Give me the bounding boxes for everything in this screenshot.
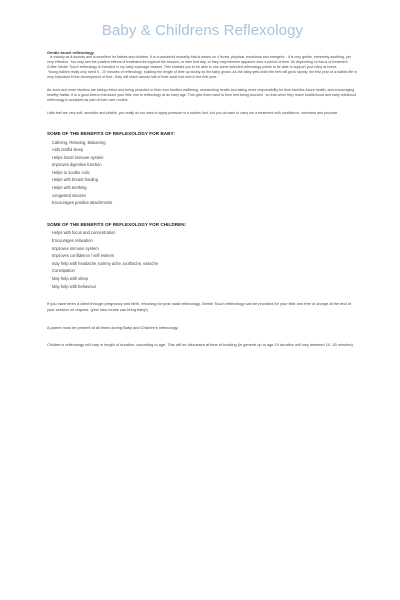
list-item: Helps to soothe colic <box>52 169 90 175</box>
list-item: Improves confidence / self esteem <box>52 253 115 259</box>
intro-section <box>47 50 358 116</box>
intro-paragraph-5: Little feet are very soft, sensitive and pliable, you really do not want to apply pressure to a babies foot, but you do want to carry out a treatment with confidence, calmness and purpose. <box>47 111 339 115</box>
intro-paragraph-2: A little Gentle Touch reflexology is included in my baby massage classes. This enables you to be able to use some selected reflexology points to be able to support your baby at home. <box>47 65 338 69</box>
closing-section <box>47 301 358 348</box>
spacer <box>47 314 358 325</box>
list-item: Helps with teething <box>52 185 87 191</box>
intro-heading: Gentle touch reflexology <box>47 50 94 55</box>
closing-paragraph-3: Children's reflexology will vary in length of duration, according to age. This will be discussed at time of booking (in general up to age 10 duration will vary between 10 -30 minutes). <box>47 341 354 347</box>
list-item: may help with headache, tummy ache, toothache, earache <box>52 260 159 266</box>
list-item: Constipation <box>52 268 75 274</box>
children-benefits-list <box>47 229 358 290</box>
list-item: congested sinuses <box>52 192 86 198</box>
baby-benefits-heading: SOME OF THE BENEFITS OF REFLEXOLOGY FOR BABY: <box>47 131 175 136</box>
list-item: Improves digestive function <box>52 162 102 168</box>
list-item: Calming, Relaxing, Balancing <box>52 139 106 145</box>
spacer <box>47 80 358 88</box>
children-benefits-section <box>47 222 358 290</box>
closing-paragraph-2: A parent must be present at all times during Baby and Children's reflexology. <box>47 324 179 330</box>
closing-paragraph-1: If you have been a client through pregnancy and birth, returning for post natal reflexology. Gentle Touch reflexology can be provided for your little one free of charge at the end of your session on request. (yes! new mums can bring baby!) <box>47 301 351 313</box>
page-title: Baby & Childrens Reflexology <box>101 22 304 39</box>
list-item: Encourages positive attachments <box>52 200 113 206</box>
list-item: Helps with focus and concentration <box>52 230 116 236</box>
intro-paragraph-4: As more and more families are taking notice and being proactive in their own families wellbeing, researching health and taking more responsibility for their families future health, and encouraging healthy habits. It is a good idea to introduce your little one to reflexology at an early age. This gets them used to their feet being touched , so that when they reach toddlerhood and early childhood reflexology is accepted as part of their care routine. <box>47 88 356 102</box>
baby-benefits-section <box>47 131 358 207</box>
spacer <box>47 331 358 342</box>
list-item: Encourages relaxation <box>52 237 93 243</box>
list-item: Helps boost immune system <box>52 154 104 160</box>
list-item: Aids restful sleep <box>52 147 84 153</box>
list-item: May help with sleep <box>52 275 88 281</box>
list-item: Helps with breast feeding <box>52 177 98 183</box>
children-benefits-heading: SOME OF THE BENEFITS OF REFLEXOLOGY FOR CHILDREN: <box>47 221 187 227</box>
intro-paragraph-1: is exactly as it sounds and is excellent for babies and children. It is a wonderful modality that is based on 4 levels, physical, emotional and energetic - It is very gentle, extremely soothing, yet very effective. You may see the positive effects of treatment throughout the session, or later that day, or they may become apparent over a period of time. All depending on focus of treatment. <box>47 55 351 64</box>
list-item: Improves immune system <box>52 245 99 251</box>
spacer <box>47 103 358 111</box>
baby-benefits-list <box>47 139 358 207</box>
intro-paragraph-3: Young babies really only need 5 - 10 minutes of reflexology, building the length of time up slowly as the baby grows. As the baby gets older the feet will grow rapidly, the first year of a babies life is very important in the development of feet - they will reach almost half of their adult foot size in the first year. <box>47 70 357 79</box>
list-item: May help with behaviour <box>52 283 97 289</box>
